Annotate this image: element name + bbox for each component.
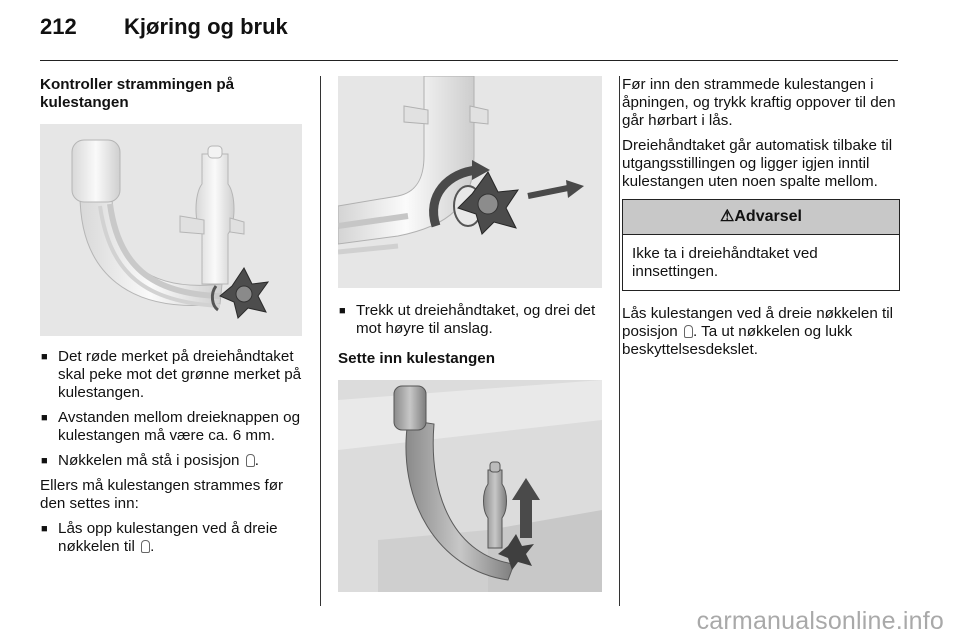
unlock-list bbox=[40, 520, 302, 556]
figure-turn-handle bbox=[338, 76, 602, 288]
list-item bbox=[40, 520, 302, 556]
column-1 bbox=[40, 76, 302, 563]
list-item-text: Nøkkelen må stå i posisjon bbox=[58, 452, 240, 469]
list-item: ■ Det røde merket på dreiehåndtaket skal peke mot det grønne merket på kulestangen. bbox=[40, 348, 302, 402]
list-item bbox=[40, 452, 302, 470]
tension-check-list bbox=[40, 348, 302, 470]
warning-box bbox=[622, 199, 900, 291]
key-position-icon bbox=[141, 540, 150, 553]
figure-towbar-tension bbox=[40, 124, 302, 336]
warning-triangle-icon: ⚠ bbox=[720, 208, 735, 225]
chapter-title: Kjøring og bruk bbox=[124, 14, 288, 39]
column-2 bbox=[338, 76, 602, 592]
section-heading-check-tension: Kontroller strammingen på kulestangen bbox=[40, 76, 235, 111]
list-item-suffix: . bbox=[254, 452, 259, 469]
paragraph-lock-end: . Ta ut nøkkelen og lukk beskyttelsesdekslet. bbox=[622, 323, 853, 358]
key-position-icon bbox=[684, 325, 693, 338]
warning-title: Advarsel bbox=[734, 208, 802, 225]
header-rule bbox=[40, 60, 898, 61]
paragraph-handle-return: Dreiehåndtaket går automatisk tilbake til utgangsstillingen og ligger igjen inntil kulestangen uten noen spalte mellom. bbox=[622, 137, 893, 190]
warning-text: Ikke ta i dreiehåndtaket ved innsettingen. bbox=[632, 245, 818, 280]
column-divider bbox=[320, 76, 321, 606]
paragraph-tension-needed: Ellers må kulestangen strammes før den settes inn: bbox=[40, 477, 284, 512]
column-divider bbox=[619, 76, 620, 606]
figure-insert-towbar bbox=[338, 380, 602, 592]
turn-handle-list bbox=[338, 302, 602, 338]
list-item: ■ Trekk ut dreiehåndtaket, og drei det mot høyre til anslag. bbox=[338, 302, 602, 338]
paragraph-insert: Før inn den strammede kulestangen i åpningen, og trykk kraftig oppover til den går hørbart i lås. bbox=[622, 76, 896, 129]
page-header bbox=[40, 14, 288, 40]
paragraph-lock bbox=[622, 305, 900, 359]
list-item: ■ Avstanden mellom dreieknappen og kulestangen må være ca. 6 mm. bbox=[40, 409, 302, 445]
warning-header bbox=[623, 200, 899, 235]
page-number: 212 bbox=[40, 14, 77, 39]
paragraph-lock-start: Lås kulestangen ved å dreie nøkkelen til posisjon bbox=[622, 305, 894, 340]
watermark: carmanualsonline.info bbox=[696, 607, 944, 635]
section-heading-insert: Sette inn kulestangen bbox=[338, 350, 495, 367]
column-3 bbox=[622, 76, 900, 366]
list-item-suffix: . bbox=[150, 538, 155, 555]
key-position-icon bbox=[246, 454, 255, 467]
list-item-text: Lås opp kulestangen ved å dreie nøkkelen til bbox=[58, 520, 278, 555]
